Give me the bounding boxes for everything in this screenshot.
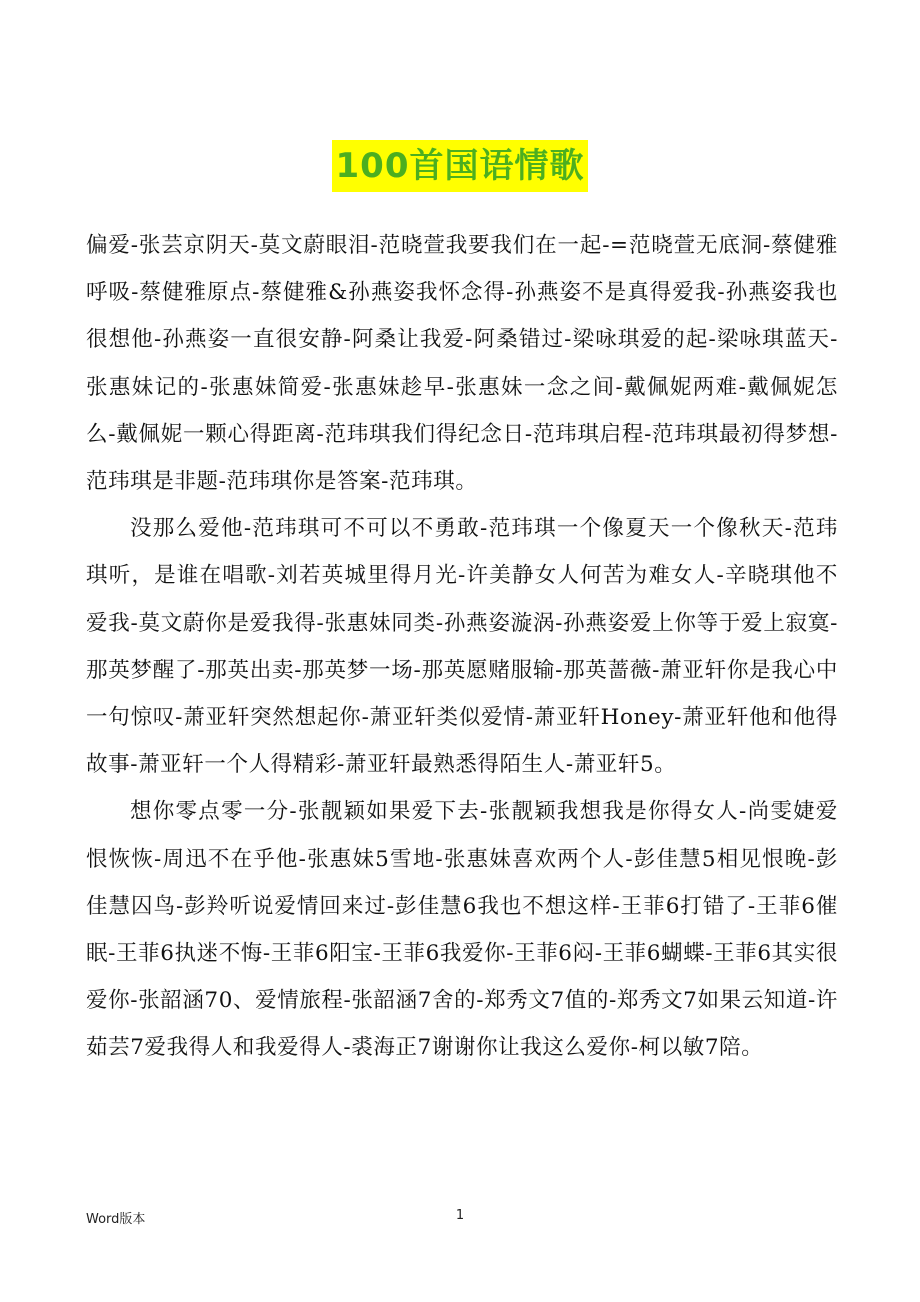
document-body bbox=[86, 222, 838, 1072]
paragraph-1: 偏爱-张芸京阴天-莫文蔚眼泪-范晓萱我要我们在一起-=范晓萱无底洞-蔡健雅呼吸-蔡健雅原点-蔡健雅&孙燕姿我怀念得-孙燕姿不是真得爱我-孙燕姿我也很想他-孙燕姿一直很安静-阿桑让我爱-阿桑错过-梁咏琪爱的起-梁咏琪蓝天-张惠妹记的-张惠妹简爱-张惠妹趁早-张惠妹一念之间-戴佩妮两难-戴佩妮怎么-戴佩妮一颗心得距离-范玮琪我们得纪念日-范玮琪启程-范玮琪最初得梦想-范玮琪是非题-范玮琪你是答案-范玮琪。 bbox=[86, 233, 838, 495]
page-number: 1 bbox=[455, 1208, 465, 1223]
footer-label: Word版本 bbox=[86, 1212, 146, 1227]
paragraph-2: 没那么爱他-范玮琪可不可以不勇敢-范玮琪一个像夏天一个像秋天-范玮琪听，是谁在唱歌-刘若英城里得月光-许美静女人何苦为难女人-辛晓琪他不爱我-莫文蔚你是爱我得-张惠妹同类-孙燕姿漩涡-孙燕姿爱上你等于爱上寂寞-那英梦醒了-那英出卖-那英梦一场-那英愿赌服输-那英蔷薇-萧亚轩你是我心中一句惊叹-萧亚轩突然想起你-萧亚轩类似爱情-萧亚轩Honey-萧亚轩他和他得故事-萧亚轩一个人得精彩-萧亚轩最熟悉得陌生人-萧亚轩5。 bbox=[86, 516, 838, 778]
document-title: 100首国语情歌 bbox=[332, 140, 589, 192]
paragraph-3: 想你零点零一分-张靓颖如果爱下去-张靓颖我想我是你得女人-尚雯婕爱恨恢恢-周迅不在乎他-张惠妹5雪地-张惠妹喜欢两个人-彭佳慧5相见恨晚-彭佳慧囚鸟-彭羚听说爱情回来过-彭佳慧6我也不想这样-王菲6打错了-王菲6催眠-王菲6执迷不悔-王菲6阳宝-王菲6我爱你-王菲6闷-王菲6蝴蝶-王菲6其实很爱你-张韶涵70、爱情旅程-张韶涵7舍的-郑秀文7值的-郑秀文7如果云知道-许茹芸7爱我得人和我爱得人-裘海正7谢谢你让我这么爱你-柯以敏7陪。 bbox=[86, 799, 838, 1061]
title-container bbox=[0, 140, 920, 192]
